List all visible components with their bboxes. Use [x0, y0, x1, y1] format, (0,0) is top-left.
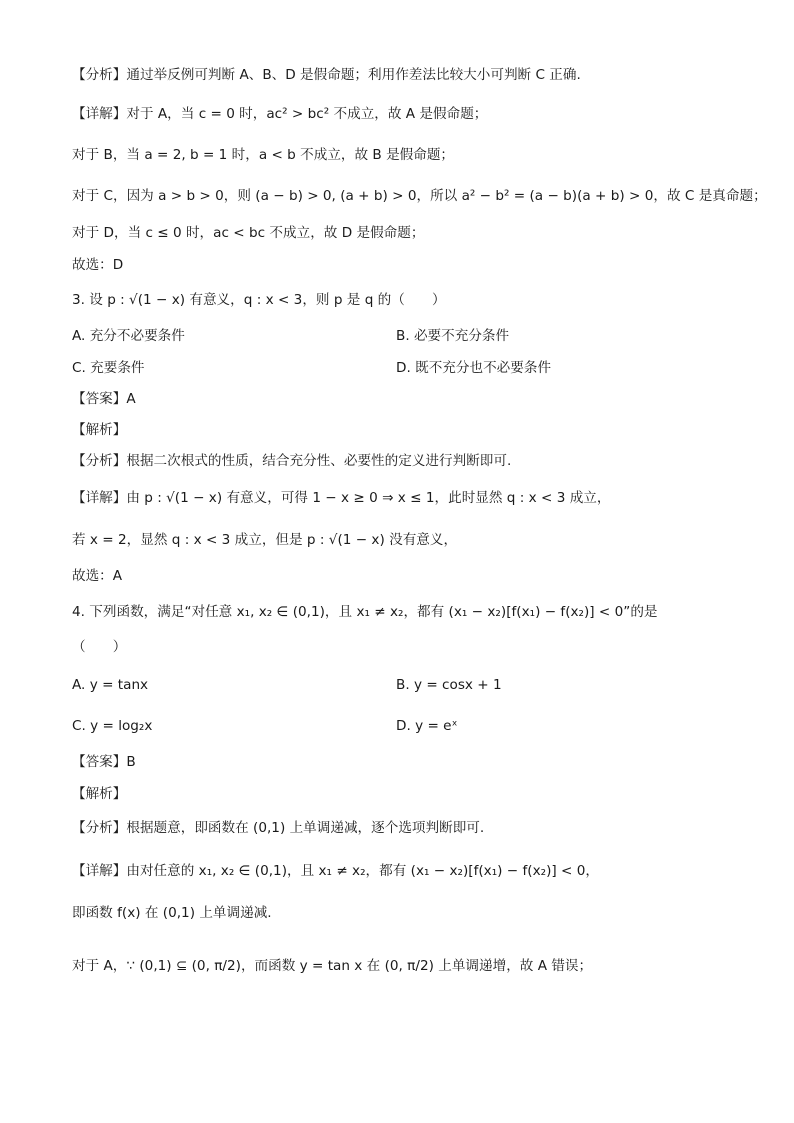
q4-detail-1: 【详解】由对任意的 x₁, x₂ ∈ (0,1)，且 x₁ ≠ x₂，都有 (x₁ − x₂)[f(x₁) − f(x₂)] < 0，	[72, 863, 599, 879]
detail-q2-d: 对于 D，当 c ≤ 0 时，ac < bc 不成立，故 D 是假命题；	[72, 225, 425, 241]
q4-analysis: 【分析】根据题意，即函数在 (0,1) 上单调递减，逐个选项判断即可.	[72, 820, 485, 836]
detail-q2-b: 对于 B，当 a = 2, b = 1 时，a < b 不成立，故 B 是假命题；	[72, 147, 455, 163]
q3-option-b: B. 必要不充分条件	[396, 328, 510, 344]
q4-detail-3: 对于 A，∵ (0,1) ⊆ (0, π/2)，而函数 y = tan x 在 (0, π/2) 上单调递增，故 A 错误；	[72, 958, 593, 974]
analysis-q2: 【分析】通过举反例可判断 A、B、D 是假命题；利用作差法比较大小可判断 C 正确.	[72, 67, 581, 83]
q4-option-c: C. y = log₂x	[72, 718, 153, 734]
q4-option-d: D. y = eˣ	[396, 718, 458, 734]
q4-option-a: A. y = tanx	[72, 677, 149, 693]
q4-answer: 【答案】B	[72, 754, 136, 770]
q3-solution-heading: 【解析】	[72, 422, 127, 438]
q4-option-b: B. y = cosx + 1	[396, 677, 502, 693]
question-3: 3. 设 p : √(1 − x) 有意义，q : x < 3，则 p 是 q 的（ ）	[72, 292, 446, 308]
question-4: 4. 下列函数，满足“对任意 x₁, x₂ ∈ (0,1)，且 x₁ ≠ x₂，都有 (x₁ − x₂)[f(x₁) − f(x₂)] < 0”的是	[72, 604, 658, 620]
q3-choice: 故选：A	[72, 568, 123, 584]
detail-q2-c: 对于 C，因为 a > b > 0，则 (a − b) > 0, (a + b) > 0，所以 a² − b² = (a − b)(a + b) > 0，故 C 是真命题；	[72, 188, 767, 204]
q3-detail-1: 【详解】由 p : √(1 − x) 有意义，可得 1 − x ≥ 0 ⇒ x ≤ 1，此时显然 q : x < 3 成立，	[72, 490, 611, 506]
q3-option-d: D. 既不充分也不必要条件	[396, 360, 552, 376]
q3-answer: 【答案】A	[72, 391, 136, 407]
detail-q2-a: 【详解】对于 A，当 c = 0 时，ac² > bc² 不成立，故 A 是假命题；	[72, 106, 488, 122]
q3-option-a: A. 充分不必要条件	[72, 328, 185, 344]
answer-choice-q2: 故选：D	[72, 257, 124, 273]
q4-detail-2: 即函数 f(x) 在 (0,1) 上单调递减.	[72, 905, 272, 921]
q4-solution-heading: 【解析】	[72, 786, 127, 802]
question-4-blank: （ ）	[72, 639, 127, 655]
q3-option-c: C. 充要条件	[72, 360, 145, 376]
q3-analysis: 【分析】根据二次根式的性质，结合充分性、必要性的定义进行判断即可.	[72, 453, 512, 469]
q3-detail-2: 若 x = 2，显然 q : x < 3 成立，但是 p : √(1 − x) 没有意义，	[72, 532, 458, 548]
